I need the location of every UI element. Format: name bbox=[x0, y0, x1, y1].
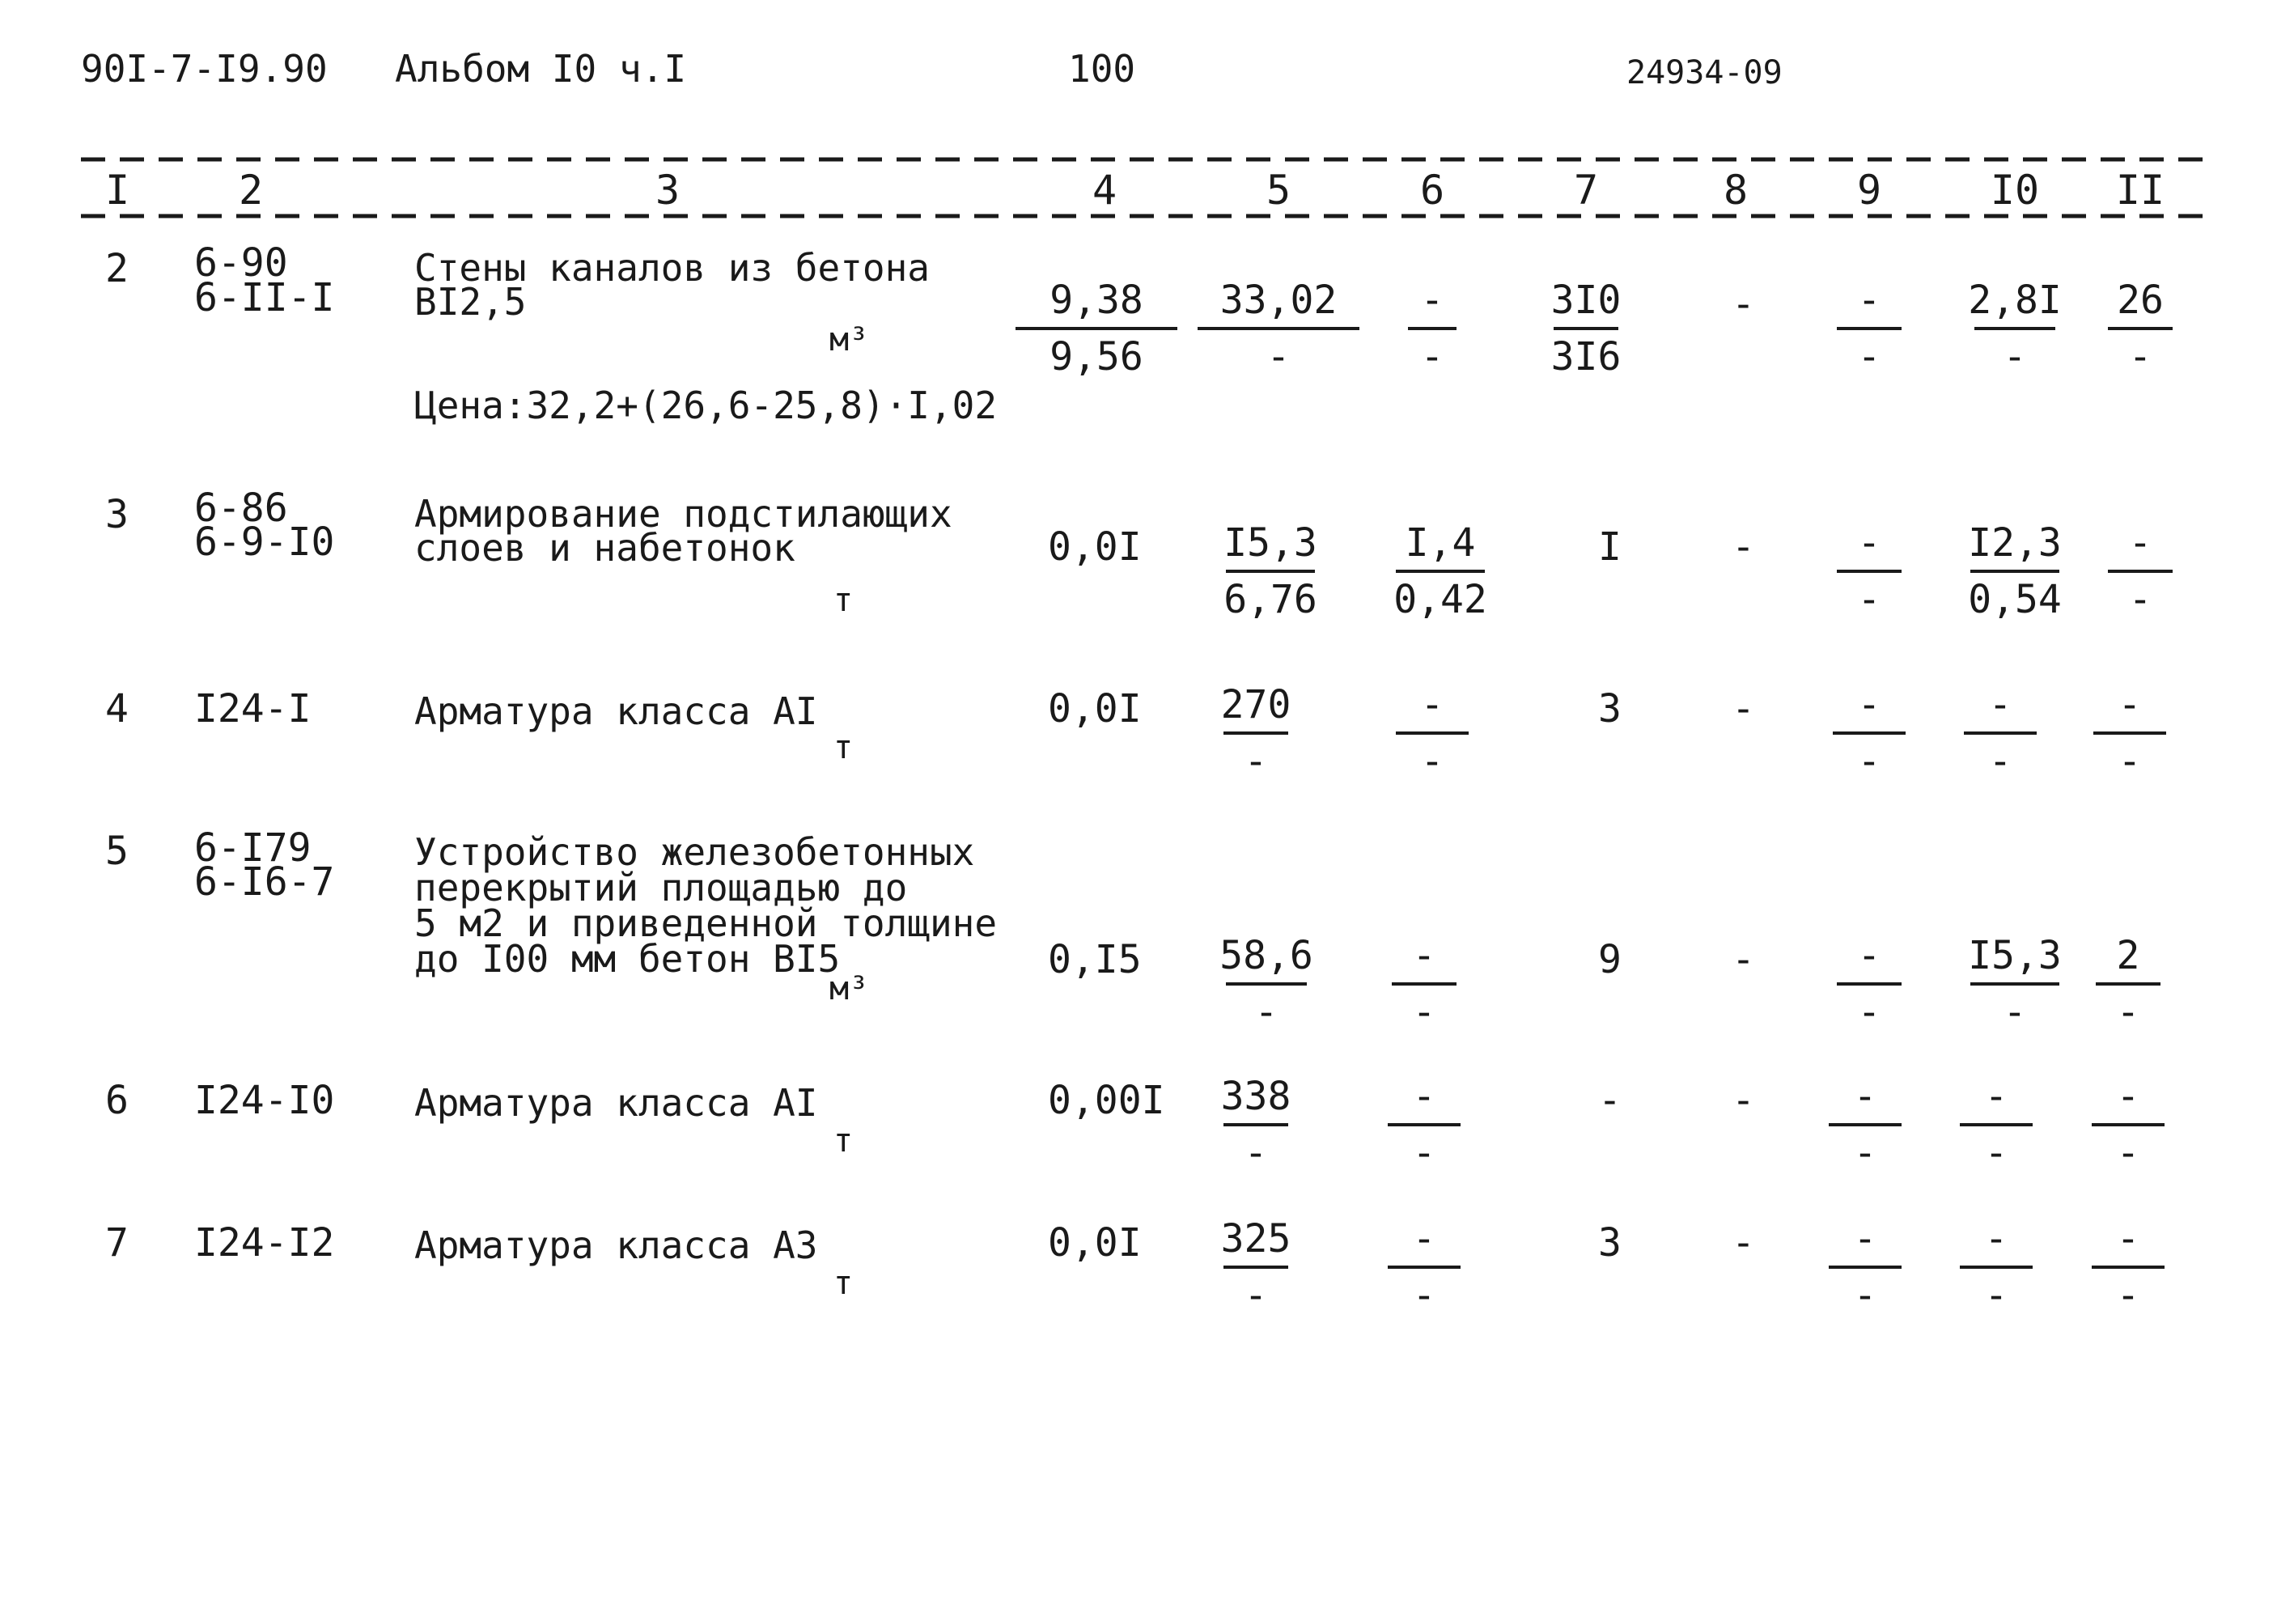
document-number: 24934-09 bbox=[1626, 54, 1783, 91]
cell-col8: - bbox=[1732, 1220, 1755, 1266]
cell-col9: - - bbox=[1788, 277, 1950, 380]
cell-col5: I5,3 6,76 bbox=[1223, 520, 1317, 622]
row-description-line: Стены каналов из бетона bbox=[414, 246, 930, 290]
row-number: 2 bbox=[105, 246, 129, 291]
row-unit: м³ bbox=[829, 321, 869, 358]
cell-col10: - - bbox=[1915, 1073, 2077, 1177]
cell-col10: - - bbox=[1919, 681, 2081, 785]
cell-col5: 58,6 - bbox=[1219, 933, 1313, 1035]
cell-col7: 3 bbox=[1598, 1220, 1622, 1266]
column-header-11: II bbox=[2115, 167, 2165, 214]
cell-col9: - - bbox=[1784, 1215, 1946, 1319]
row-number: 6 bbox=[105, 1078, 129, 1123]
cell-col8: - bbox=[1732, 686, 1755, 731]
page-number: 100 bbox=[1068, 47, 1136, 91]
cell-col10: I2,3 0,54 bbox=[1968, 520, 2062, 622]
cell-col4: 9,38 9,56 bbox=[1016, 277, 1177, 380]
cell-col6: - - bbox=[1343, 932, 1505, 1036]
cell-col9: - - bbox=[1784, 1073, 1946, 1177]
row-unit: т bbox=[833, 1265, 854, 1302]
cell-col6: - - bbox=[1351, 277, 1513, 380]
column-header-8: 8 bbox=[1723, 167, 1749, 214]
cell-col7: - bbox=[1598, 1078, 1622, 1123]
cell-col11: - - bbox=[2047, 1073, 2209, 1177]
cell-col10: - - bbox=[1915, 1215, 2077, 1319]
row-code-2: 6-II-I bbox=[194, 275, 335, 320]
cell-col4: 0,00I bbox=[1048, 1078, 1165, 1123]
row-code-1: I24-I2 bbox=[194, 1220, 335, 1266]
cell-col4: 0,I5 bbox=[1048, 937, 1142, 982]
row-price-formula: Цена:32,2+(26,6-25,8)·I,02 bbox=[414, 384, 998, 427]
row-unit: т bbox=[833, 1122, 854, 1160]
cell-col7: I bbox=[1598, 524, 1622, 570]
cell-col10: I5,3 - bbox=[1968, 933, 2062, 1035]
row-number: 7 bbox=[105, 1220, 129, 1266]
row-description-line: ВI2,5 bbox=[414, 280, 527, 324]
column-header-2: 2 bbox=[238, 167, 264, 214]
row-code-1: 6-I79 bbox=[194, 825, 312, 871]
column-header-7: 7 bbox=[1573, 167, 1599, 214]
cell-col6: - - bbox=[1343, 1073, 1505, 1177]
cell-col11: 26 - bbox=[2059, 277, 2221, 380]
cell-col7: 3 bbox=[1598, 686, 1622, 731]
cell-col8: - bbox=[1732, 937, 1755, 982]
table-header-rule bbox=[81, 214, 2217, 218]
cell-col6: - - bbox=[1351, 681, 1513, 785]
row-unit: м³ bbox=[829, 970, 869, 1007]
row-description-line: Арматура класса АI bbox=[414, 689, 818, 733]
row-number: 4 bbox=[105, 686, 129, 731]
cell-col4: 0,0I bbox=[1048, 1220, 1142, 1266]
row-description-line: перекрытий площадью до bbox=[414, 866, 908, 910]
row-description-line: Арматура класса АI bbox=[414, 1081, 818, 1125]
column-header-10: I0 bbox=[1990, 167, 2040, 214]
cell-col5: 325 - bbox=[1220, 1216, 1291, 1318]
document-code: 90I-7-I9.90 bbox=[81, 47, 328, 91]
row-code-1: 6-90 bbox=[194, 240, 288, 286]
cell-col8: - bbox=[1732, 1078, 1755, 1123]
row-code-2: 6-9-I0 bbox=[194, 519, 335, 565]
column-header-6: 6 bbox=[1419, 167, 1445, 214]
column-header-4: 4 bbox=[1092, 167, 1117, 214]
cell-col5: 338 - bbox=[1220, 1074, 1291, 1176]
column-header-9: 9 bbox=[1856, 167, 1882, 214]
row-description-line: Устройство железобетонных bbox=[414, 830, 975, 874]
cell-col6: I,4 0,42 bbox=[1393, 520, 1487, 622]
cell-col11: - - bbox=[2049, 681, 2211, 785]
cell-col10: 2,8I - bbox=[1968, 278, 2062, 379]
cell-col11: - - bbox=[2047, 1215, 2209, 1319]
row-description-line: 5 м2 и приведенной толщине bbox=[414, 901, 998, 945]
cell-col11: 2 - bbox=[2047, 932, 2209, 1036]
cell-col4: 0,0I bbox=[1048, 686, 1142, 731]
cell-col9: - - bbox=[1788, 932, 1950, 1036]
cell-col8: - bbox=[1732, 524, 1755, 570]
row-description-line: слоев и набетонок bbox=[414, 526, 795, 570]
album-label: Альбом I0 ч.I bbox=[395, 47, 687, 91]
column-header-3: 3 bbox=[655, 167, 681, 214]
cell-col5: 33,02 - bbox=[1198, 277, 1359, 380]
row-description-line: Арматура класса А3 bbox=[414, 1223, 818, 1267]
column-header-1: I bbox=[104, 167, 130, 214]
row-code-1: I24-I bbox=[194, 686, 312, 731]
row-unit: т bbox=[833, 729, 854, 766]
row-description-line: до I00 мм бетон ВI5 bbox=[414, 937, 841, 981]
row-number: 3 bbox=[105, 492, 129, 537]
row-code-2: 6-I6-7 bbox=[194, 859, 335, 905]
cell-col9: - - bbox=[1788, 681, 1950, 785]
cell-col4: 0,0I bbox=[1048, 524, 1142, 570]
cell-col5: 270 - bbox=[1220, 682, 1291, 784]
cell-col6: - - bbox=[1343, 1215, 1505, 1319]
row-code-1: I24-I0 bbox=[194, 1078, 335, 1123]
column-header-5: 5 bbox=[1266, 167, 1291, 214]
row-unit: т bbox=[833, 582, 854, 619]
row-description-line: Армирование подстилающих bbox=[414, 492, 952, 536]
cell-col11: - - bbox=[2059, 519, 2221, 623]
cell-col9: - - bbox=[1788, 519, 1950, 623]
cell-col8: - bbox=[1732, 282, 1755, 327]
table-top-rule bbox=[81, 157, 2217, 162]
row-number: 5 bbox=[105, 829, 129, 874]
row-code-1: 6-86 bbox=[194, 486, 288, 531]
cell-col7: 3I0 3I6 bbox=[1550, 278, 1622, 379]
cell-col7: 9 bbox=[1598, 937, 1622, 982]
